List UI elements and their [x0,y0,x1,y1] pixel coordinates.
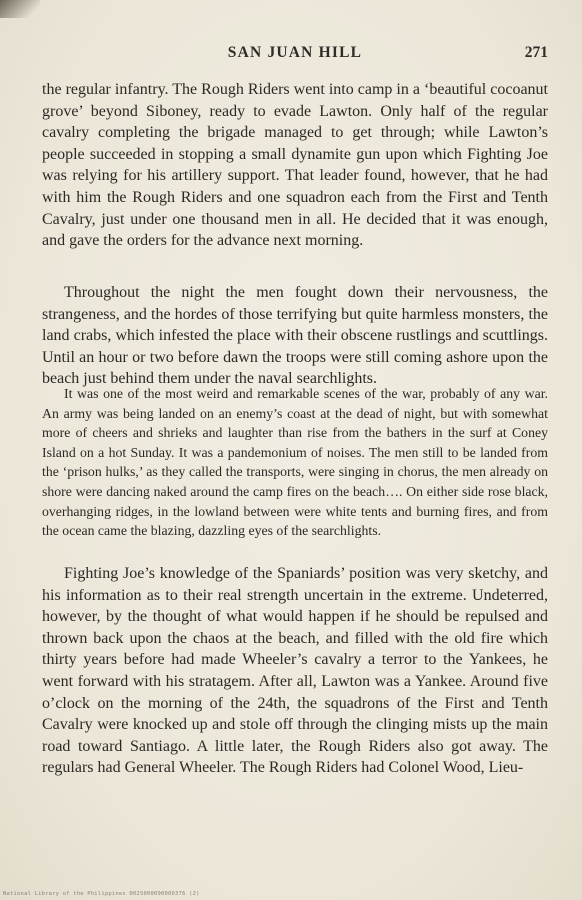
paragraph-1 [42,79,548,252]
scan-corner-shadow [0,0,40,18]
paragraph-1-text: the regular infantry. The Rough Riders went into camp in a ‘beautiful cocoanut grove’ beyond Siboney, ready to evade Lawton. Only half of the regular cavalry completing the brigade managed to get through; while Lawton’s people succeeded in stopping a small dynamite gun upon which Fighting Joe was relying for his artillery support. That leader found, however, that he had with him the Rough Riders and one squadron each from the First and Tenth Cavalry, just under one thousand men in all. He decided that it was enough, and gave the orders for the advance next morning. [42,81,548,250]
paragraph-2 [42,282,548,390]
paragraph-3-text: Fighting Joe’s knowledge of the Spaniards’ position was very sketchy, and his information as to their real strength uncertain in the extreme. Undeterred, however, by the thought of what would happen if he should be repulsed and thrown back upon the chaos at the beach, and filled with the old fire which thirty years before had made Wheeler’s cavalry a terror to the Yankees, he went forward with his stratagem. After all, Lawton was a Yankee. Around five o’clock on the morning of the 24th, the squadrons of the First and Tenth Cavalry were knocked up and stole off through the clinging mists up the main road toward Santiago. A little later, the Rough Riders also got away. The regulars had General Wheeler. The Rough Riders had Colonel Wood, Lieu- [42,565,548,777]
block-quotation [42,384,548,541]
library-stamp: National Library of the Philippines 0025000090000376 (2) [3,891,200,897]
paragraph-3 [42,563,548,779]
page-number: 271 [524,44,548,61]
running-title: SAN JUAN HILL [227,44,363,61]
running-head [42,44,548,68]
paragraph-2-text: Throughout the night the men fought down their nervousness, the strangeness, and the hordes of those terrifying but quite harmless monsters, the land crabs, which infested the place with their obscene rustlings and scuttlings. Until an hour or two before dawn the troops were still coming ashore upon the beach just behind them under the naval searchlights. [42,284,548,388]
block-quotation-text: It was one of the most weird and remarkable scenes of the war, probably of any war. An army was being landed on an enemy’s coast at the dead of night, but with somewhat more of cheers and shrieks and laughter than rise from the bathers in the surf at Coney Island on a hot Sunday. It was a pandemonium of noises. The men still to be landed from the ‘prison hulks,’ as they called the transports, were singing in chorus, the men already on shore were dancing naked around the camp fires on the beach…. On either side rose black, overhanging ridges, in the lowland between were white tents and burning fires, and from the ocean came the blazing, dazzling eyes of the searchlights. [42,386,548,539]
